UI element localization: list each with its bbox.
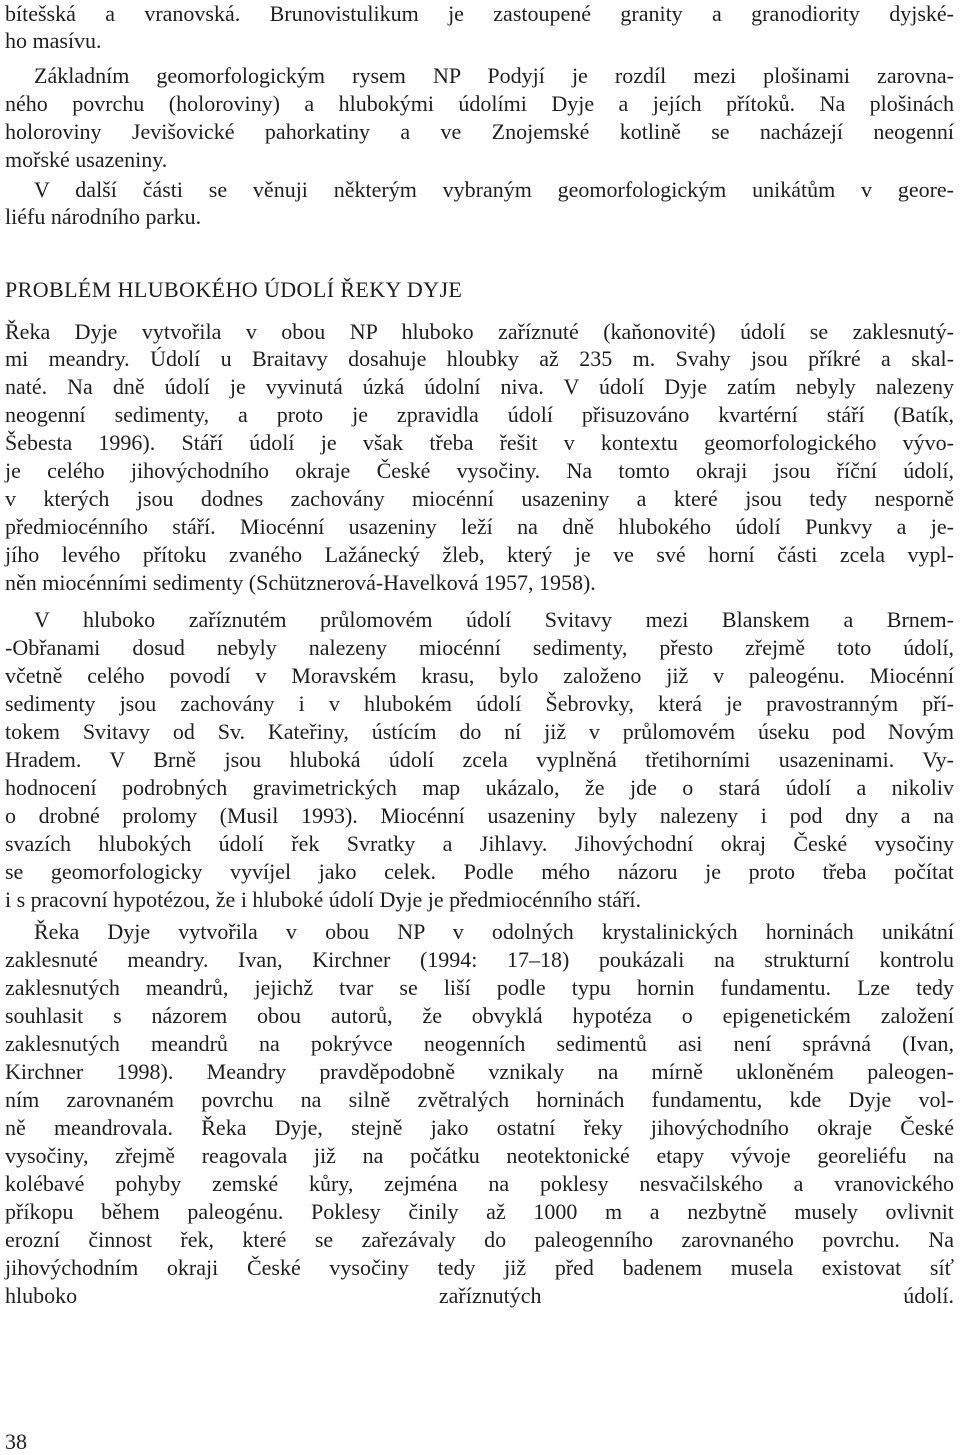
section-heading: PROBLÉM HLUBOKÉHO ÚDOLÍ ŘEKY DYJE [5,277,463,302]
text-line: V hluboko zaříznutém průlomovém údolí Svitavy mezi Blanskem a Brnem- [34,607,954,632]
text-line: Šebesta 1996). Stáří údolí je však třeba řešit v kontextu geomorfologického vývo- [5,430,954,455]
text-line: ně meandrovala. Řeka Dyje, stejně jako ostatní řeky jihovýchodního okraje České [5,1115,954,1140]
text-line: jihovýchodním okraji České vysočiny tedy již před badenem musela existovat síť [5,1255,954,1280]
text-line: i s pracovní hypotézou, že i hluboké údolí Dyje je předmiocénního stáří. [5,887,642,912]
text-line: Řeka Dyje vytvořila v obou NP v odolných krystalinických horninách unikátní [34,919,954,944]
text-line: Základním geomorfologickým rysem NP Podyjí je rozdíl mezi plošinami zarovna- [34,63,954,88]
text-line: sedimenty jsou zachovány i v hlubokém údolí Šebrovky, která je pravostranným pří- [5,691,954,716]
text-line: Hradem. V Brně jsou hluboká údolí zcela vyplněná třetihorními usazeninami. Vy- [5,747,954,772]
text-line: hodnocení podrobných gravimetrických map ukázalo, že jde o stará údolí a nikoliv [5,775,954,800]
text-line: ho masívu. [5,28,102,53]
text-line: hluboko zaříznutých údolí. [5,1283,954,1308]
text-line: předmiocénního stáří. Miocénní usazeniny leží na dně hlubokého údolí Punkvy a je- [5,514,954,539]
text-line: zaklesnutých meandrů, jejichž tvar se liší podle typu hornin fundamentu. Lze tedy [5,975,954,1000]
text-line: příkopu během paleogénu. Poklesy činily až 1000 m a nezbytně musely ovlivnit [5,1199,954,1224]
text-line: bítešská a vranovská. Brunovistulikum je zastoupené granity a granodiority dyjské- [5,1,954,26]
text-line: vysočiny, zřejmě reagovala již na počátku neotektonické etapy vývoje georeliéfu na [5,1143,954,1168]
text-line: něn miocénními sedimenty (Schütznerová-Havelková 1957, 1958). [5,570,596,595]
text-line: neogenní sedimenty, a proto je zpravidla údolí přisuzováno kvartérní stáří (Batík, [5,402,954,427]
text-line: v kterých jsou dodnes zachovány miocénní usazeniny a které jsou tedy nesporně [5,486,954,511]
text-line: se geomorfologicky vyvíjel jako celek. Podle mého názoru je proto třeba počítat [5,859,954,884]
text-line: ného povrchu (holoroviny) a hlubokými údolími Dyje a jejích přítoků. Na plošinách [5,91,954,116]
text-line: mi meandry. Údolí u Braitavy dosahuje hloubky až 235 m. Svahy jsou příkré a skal- [5,346,954,371]
text-line: naté. Na dně údolí je vyvinutá úzká údolní niva. V údolí Dyje zatím nebyly nalezeny [5,374,954,399]
text-line: ním zarovnaném povrchu na silně zvětralých horninách fundamentu, kde Dyje vol- [5,1087,954,1112]
text-line: tokem Svitavy od Sv. Kateřiny, ústícím do ní již v průlomovém úseku pod Novým [5,719,954,744]
text-line: zaklesnuté meandry. Ivan, Kirchner (1994: 17–18) poukázali na strukturní kontrolu [5,947,954,972]
text-line: liéfu národního parku. [5,204,202,229]
text-line: o drobné prolomy (Musil 1993). Miocénní usazeniny byly nalezeny i pod dny a na [5,803,954,828]
text-line: souhlasit s názorem obou autorů, že obvyklá hypotéza o epigenetickém založení [5,1003,954,1028]
text-line: -Obřanami dosud nebyly nalezeny miocénní sedimenty, přesto zřejmě toto údolí, [5,635,954,660]
text-line: jího levého přítoku zvaného Lažánecký žleb, který je ve své horní části zcela vypl- [5,542,954,567]
text-line: svazích hlubokých údolí řek Svratky a Jihlavy. Jihovýchodní okraj České vysočiny [5,831,954,856]
text-line: V další části se věnuji některým vybraným geomorfologickým unikátům v geore- [34,177,954,202]
text-line: je celého jihovýchodního okraje České vysočiny. Na tomto okraji jsou říční údolí, [5,458,954,483]
text-line: Kirchner 1998). Meandry pravděpodobně vznikaly na mírně ukloněném paleogen- [5,1059,954,1084]
text-line: zaklesnutých meandrů na pokrývce neogenních sedimentů asi není správná (Ivan, [5,1031,954,1056]
page-number: 38 [5,1429,27,1454]
text-line: erozní činnost řek, které se zařezávaly do paleogenního zarovnaného povrchu. Na [5,1227,954,1252]
text-line: kolébavé pohyby zemské kůry, zejména na poklesy nesvačilského a vranovického [5,1171,954,1196]
text-line: Řeka Dyje vytvořila v obou NP hluboko zaříznuté (kaňonovité) údolí se zaklesnutý- [5,319,954,344]
text-line: mořské usazeniny. [5,147,168,172]
text-line: včetně celého povodí v Moravském krasu, bylo založeno již v paleogénu. Miocénní [5,663,954,688]
text-line: holoroviny Jevišovické pahorkatiny a ve Znojemské kotlině se nacházejí neogenní [5,119,954,144]
